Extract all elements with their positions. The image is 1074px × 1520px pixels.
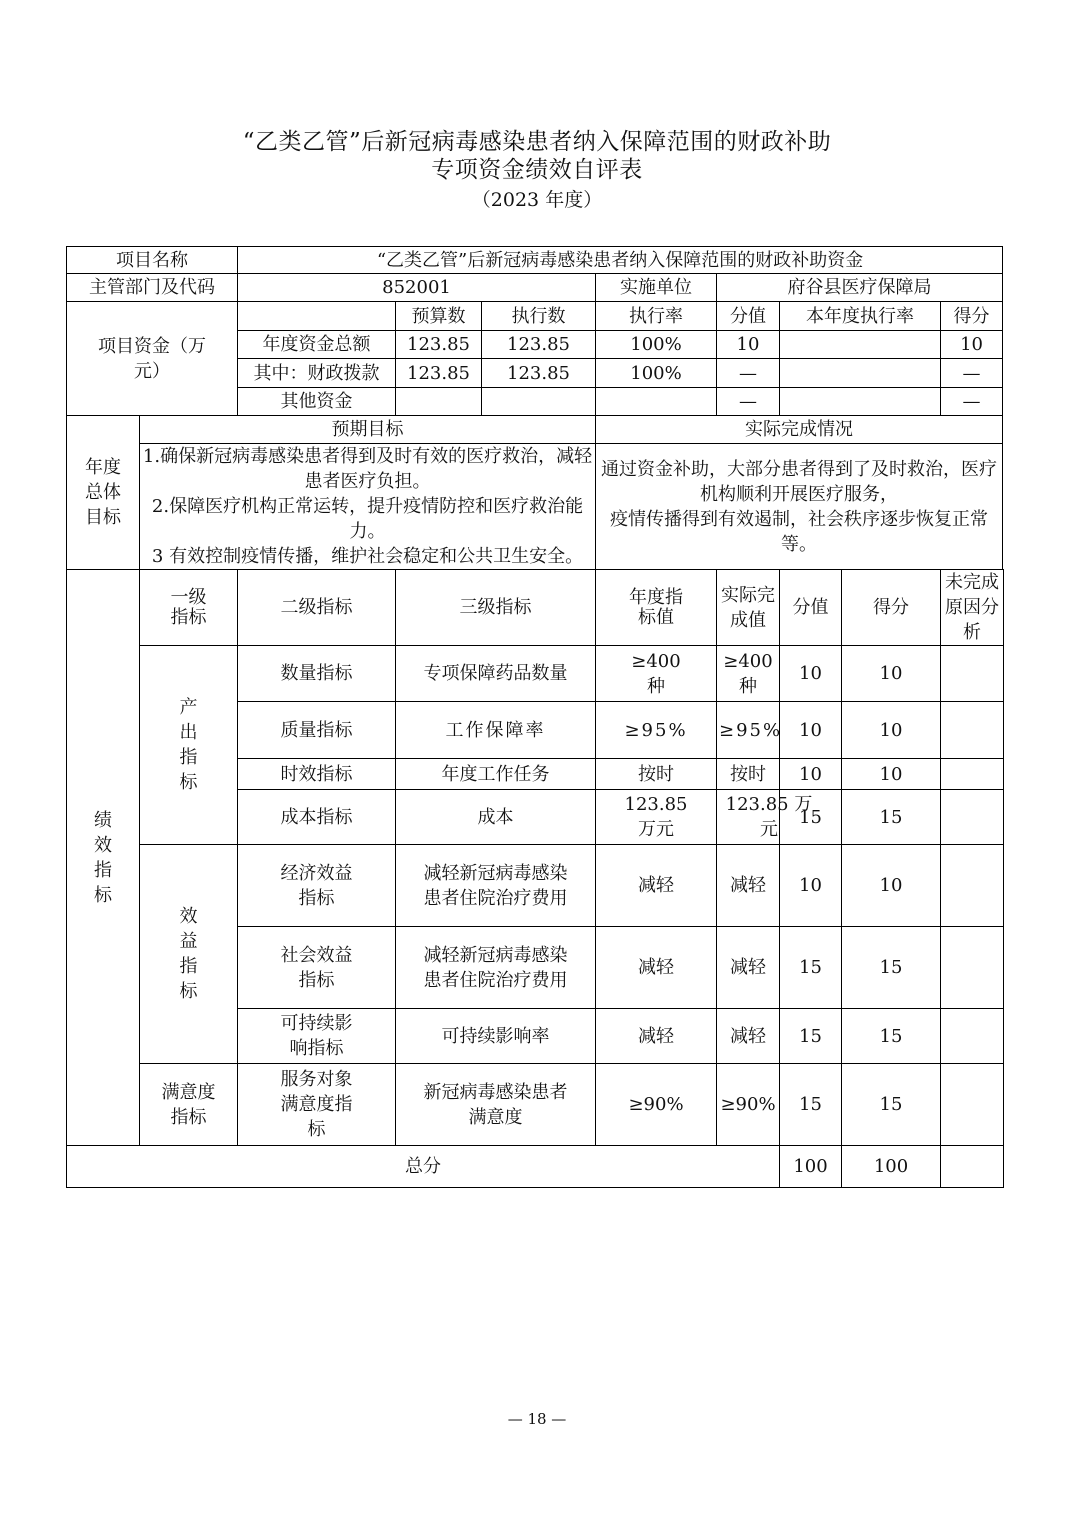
indicator-score: 15 — [842, 790, 941, 845]
indicator-level2-text: 可持续影响指标 — [280, 1013, 353, 1059]
funds-row-score: 10 — [941, 331, 1003, 359]
indicator-reason — [941, 759, 1004, 790]
indicators-label-text: 绩效指标 — [94, 809, 112, 906]
indicator-level3-text: 减轻新冠病毒感染患者住院治疗费用 — [423, 944, 568, 991]
indicator-reason — [941, 845, 1004, 927]
indicator-value: 10 — [780, 646, 842, 702]
indicator-header-level1 — [140, 570, 238, 646]
indicator-score: 10 — [842, 646, 941, 702]
funds-row-score: — — [941, 359, 1003, 388]
actual-goal-line: 通过资金补助，大部分患者得到了及时救治，医疗机构顺利开展医疗服务， — [601, 458, 998, 505]
goals-label — [67, 416, 140, 570]
indicator-header-target-text: 年度指标值 — [629, 586, 683, 628]
page-number: — 18 — — [507, 1410, 567, 1428]
indicator-reason — [941, 1064, 1004, 1146]
funds-header-score-value: 分值 — [717, 302, 780, 331]
indicator-target: ≥95% — [596, 702, 717, 759]
project-name-label: 项目名称 — [67, 247, 238, 274]
indicator-header-level1-text: 一级指标 — [170, 586, 207, 628]
indicator-header-level2: 二级指标 — [238, 570, 396, 646]
satisfaction-indicator-label — [140, 1064, 238, 1146]
funds-header-exec: 执行数 — [482, 302, 596, 331]
indicator-reason — [941, 1009, 1004, 1064]
title-year: （2023 年度） — [471, 189, 603, 211]
funds-header-annual-rate: 本年度执行率 — [780, 302, 941, 331]
indicator-actual: 减轻 — [717, 845, 780, 927]
performance-table — [66, 246, 1004, 1188]
indicator-level2-text: 社会效益指标 — [280, 944, 353, 991]
funds-header-score: 得分 — [941, 302, 1003, 331]
actual-goal-line: 疫情传播得到有效遏制，社会秩序逐步恢复正常等。 — [610, 508, 989, 555]
benefit-indicator-label — [140, 845, 238, 1064]
indicator-header-row — [67, 570, 1004, 646]
actual-goal-header: 实际完成情况 — [596, 416, 1003, 444]
indicator-target: 按时 — [596, 759, 717, 790]
satisfaction-indicator-label-text: 满意度指标 — [161, 1081, 216, 1128]
indicator-header-value: 分值 — [780, 570, 842, 646]
indicator-actual-text: 123.85 万元 — [725, 794, 813, 840]
impl-value: 府谷县医疗保障局 — [717, 274, 1003, 302]
output-indicator-label-text: 产出指标 — [179, 697, 198, 793]
indicator-level3-text: 新冠病毒感染患者满意度 — [423, 1081, 568, 1128]
indicator-level3: 成本 — [396, 790, 596, 845]
indicator-reason — [941, 927, 1004, 1009]
indicator-header-actual: 实际完成值 — [717, 570, 780, 646]
indicator-value: 15 — [780, 1009, 842, 1064]
indicator-reason — [941, 702, 1004, 759]
indicator-value: 10 — [780, 702, 842, 759]
goals-content-row — [67, 444, 1004, 570]
indicator-row — [67, 845, 1004, 927]
indicator-header-score: 得分 — [842, 570, 941, 646]
indicator-level2-text: 经济效益指标 — [280, 862, 353, 909]
indicator-value: 15 — [780, 1064, 842, 1146]
indicator-header-target — [596, 570, 717, 646]
funds-row-exec: 123.85 — [482, 331, 596, 359]
indicator-score: 15 — [842, 1009, 941, 1064]
document-title — [0, 128, 1074, 214]
indicator-reason — [941, 646, 1004, 702]
indicator-score: 15 — [842, 1064, 941, 1146]
indicator-target-text: ≥400种 — [631, 650, 681, 697]
indicator-target: 减轻 — [596, 845, 717, 927]
goals-label-text: 年度总体目标 — [85, 457, 121, 528]
dept-code: 852001 — [238, 274, 596, 302]
total-reason — [941, 1146, 1004, 1188]
indicator-level3 — [396, 845, 596, 927]
indicator-actual: ≥400 种 — [717, 646, 780, 702]
funds-row-label: 其他资金 — [238, 388, 396, 416]
funds-row-score: — — [941, 388, 1003, 416]
funds-row-rate: 100% — [596, 359, 717, 388]
indicator-actual: ≥95% — [717, 702, 780, 759]
funds-label-text: 项目资金（万元） — [98, 335, 206, 382]
indicator-level2: 时效指标 — [238, 759, 396, 790]
funds-row-label: 年度资金总额 — [238, 331, 396, 359]
impl-label: 实施单位 — [596, 274, 717, 302]
indicator-score: 15 — [842, 927, 941, 1009]
project-name-value: “乙类乙管”后新冠病毒感染患者纳入保障范围的财政补助资金 — [238, 247, 1003, 274]
indicator-level3 — [396, 646, 596, 702]
indicator-actual: 减轻 — [717, 927, 780, 1009]
indicator-row — [67, 1064, 1004, 1146]
indicator-header-level3: 三级指标 — [396, 570, 596, 646]
funds-row-score-value: 10 — [717, 331, 780, 359]
funds-row-exec — [482, 388, 596, 416]
indicator-level3 — [396, 927, 596, 1009]
indicator-level3-text: 专项保障药品数量 — [423, 663, 568, 684]
funds-header-rate: 执行率 — [596, 302, 717, 331]
title-line-2: 专项资金绩效自评表 — [431, 157, 643, 183]
actual-goals — [596, 444, 1003, 570]
indicator-value: 10 — [780, 759, 842, 790]
funds-row-budget — [396, 388, 482, 416]
indicator-target: 减轻 — [596, 927, 717, 1009]
total-row — [67, 1146, 1004, 1188]
benefit-indicator-label-text: 效益指标 — [179, 906, 198, 1002]
expected-goal-item: 2.保障医疗机构正常运转，提升疫情防控和医疗救治能力。 — [151, 496, 584, 542]
funds-row-annual-rate — [780, 359, 941, 388]
indicator-level3 — [396, 1064, 596, 1146]
funds-row-budget: 123.85 — [396, 331, 482, 359]
indicator-level2-text: 服务对象满意度指标 — [280, 1069, 353, 1140]
title-line-1: “乙类乙管”后新冠病毒感染患者纳入保障范围的财政补助 — [242, 129, 832, 155]
funds-row-score-value: — — [717, 359, 780, 388]
indicator-target-text: 123.85万元 — [624, 794, 688, 840]
indicator-actual: 减轻 — [717, 1009, 780, 1064]
goals-header-row — [67, 416, 1004, 444]
funds-header-row — [67, 302, 1004, 331]
funds-row-label: 其中：财政拨款 — [238, 359, 396, 388]
funds-header-budget: 预算数 — [396, 302, 482, 331]
indicator-target — [596, 646, 717, 702]
indicator-row — [67, 646, 1004, 702]
funds-row-rate: 100% — [596, 331, 717, 359]
total-value: 100 — [780, 1146, 842, 1188]
funds-row-budget: 123.85 — [396, 359, 482, 388]
indicator-target — [596, 790, 717, 845]
indicator-level2 — [238, 845, 396, 927]
total-label: 总分 — [67, 1146, 780, 1188]
funds-row-rate — [596, 388, 717, 416]
indicator-target: 减轻 — [596, 1009, 717, 1064]
expected-goal-header: 预期目标 — [140, 416, 596, 444]
dept-row — [67, 274, 1004, 302]
expected-goal-item: 3 有效控制疫情传播，维护社会稳定和公共卫生安全。 — [151, 546, 584, 567]
output-indicator-label — [140, 646, 238, 845]
indicator-target: ≥90% — [596, 1064, 717, 1146]
indicator-level2 — [238, 927, 396, 1009]
indicator-level3: 工作保障率 — [396, 702, 596, 759]
funds-row-exec: 123.85 — [482, 359, 596, 388]
indicator-level2: 质量指标 — [238, 702, 396, 759]
indicator-score: 10 — [842, 702, 941, 759]
indicator-score: 10 — [842, 759, 941, 790]
indicator-score: 10 — [842, 845, 941, 927]
funds-row-annual-rate — [780, 388, 941, 416]
expected-goals — [140, 444, 596, 570]
indicator-level2 — [238, 1009, 396, 1064]
indicator-reason — [941, 790, 1004, 845]
indicator-level3-text: 减轻新冠病毒感染患者住院治疗费用 — [423, 862, 568, 909]
indicator-level3: 可持续影响率 — [396, 1009, 596, 1064]
dept-label: 主管部门及代码 — [67, 274, 238, 302]
indicator-level2: 数量指标 — [238, 646, 396, 702]
total-score: 100 — [842, 1146, 941, 1188]
indicator-level3: 年度工作任务 — [396, 759, 596, 790]
indicator-level2 — [238, 1064, 396, 1146]
expected-goal-item: 1.确保新冠病毒感染患者得到及时有效的医疗救治，减轻患者医疗负担。 — [142, 446, 593, 492]
indicator-actual: 按时 — [717, 759, 780, 790]
indicator-level2: 成本指标 — [238, 790, 396, 845]
funds-header-blank — [238, 302, 396, 331]
indicator-header-reason: 未完成原因分析 — [941, 570, 1004, 646]
funds-row-score-value: — — [717, 388, 780, 416]
indicator-actual: ≥90% — [717, 1064, 780, 1146]
indicator-value: 15 — [780, 790, 842, 845]
project-name-row — [67, 247, 1004, 274]
indicators-label — [67, 570, 140, 1146]
indicator-value: 10 — [780, 845, 842, 927]
funds-label — [67, 302, 238, 416]
funds-row-annual-rate — [780, 331, 941, 359]
indicator-value: 15 — [780, 927, 842, 1009]
